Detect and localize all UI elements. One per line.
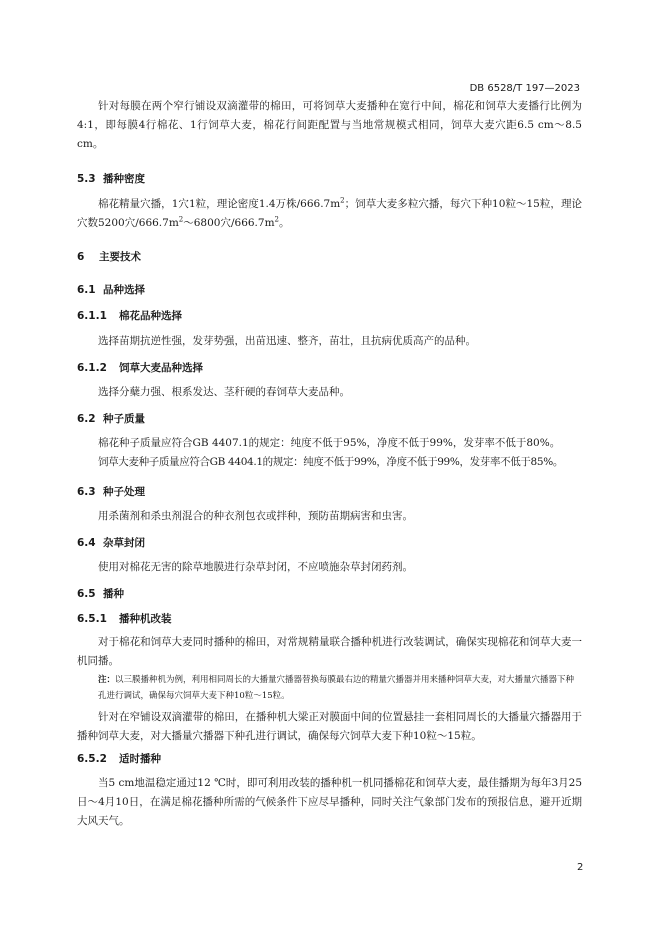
heading-number: 6 — [77, 251, 85, 263]
heading-number: 6.1 — [77, 284, 96, 296]
paragraph-seed-quality-barley: 饲草大麦种子质量应符合GB 4404.1的规定：纯度不低于99%，净度不低于99%，发芽率不低于85%。 — [98, 456, 563, 468]
heading-number: 6.3 — [77, 486, 96, 498]
heading-6-5-1 — [77, 611, 172, 626]
density-text-a: 棉花精量穴播，1穴1粒，理论密度1.4万株/666.7m — [98, 198, 341, 210]
paragraph-seed-quality-cotton: 棉花种子质量应符合GB 4407.1的规定：纯度不低于95%，净度不低于99%，发芽率不低于80%。 — [98, 437, 561, 449]
paragraph-seed-treatment: 用杀菌剂和杀虫剂混合的种衣剂包衣或拌种，预防苗期病害和虫害。 — [98, 510, 413, 522]
heading-5-3 — [77, 171, 145, 186]
paragraph-cotton-variety: 选择苗期抗逆性强，发芽势强，出苗迅速、整齐，苗壮，且抗病优质高产的品种。 — [98, 335, 476, 347]
paragraph-density — [77, 195, 582, 233]
heading-number: 6.1.2 — [77, 362, 107, 374]
heading-number: 6.5 — [77, 588, 96, 600]
heading-title: 主要技术 — [99, 251, 141, 263]
paragraph-machine-double-drip: 针对在窄铺设双滴灌带的棉田，在播种机大梁正对膜面中间的位置悬挂一套相同周长的大播量穴播器用于播种饲草大麦，对大播量穴播器下种孔进行调试，确保每穴饲草大麦下种10粒～15粒。 — [77, 711, 582, 742]
paragraph-machine-modification: 对于棉花和饲草大麦同时播种的棉田，对常规精量联合播种机进行改装调试，确保实现棉花和饲草大麦一机同播。 — [77, 636, 582, 667]
heading-title: 种子质量 — [103, 413, 145, 425]
heading-6-1-2 — [77, 360, 203, 375]
heading-6-4 — [77, 535, 145, 550]
heading-title: 种子处理 — [103, 486, 145, 498]
note-label: 注： — [98, 675, 116, 685]
paragraph-barley-variety: 选择分蘖力强、根系发达、茎秆硬的春饲草大麦品种。 — [98, 386, 350, 398]
density-text-b: ；饲草大麦多粒穴播，每穴下种10粒～15粒，理论穴数5200穴/666.7m — [77, 198, 582, 229]
heading-title: 品种选择 — [103, 284, 145, 296]
paragraph-weed-control: 使用对棉花无害的除草地膜进行杂草封闭，不应喷施杂草封闭药剂。 — [98, 561, 413, 573]
heading-title: 杂草封闭 — [103, 537, 145, 549]
heading-6-1-1 — [77, 308, 182, 323]
heading-number: 6.4 — [77, 537, 96, 549]
density-text-d: 。 — [279, 217, 290, 229]
superscript: 2 — [178, 215, 184, 224]
heading-title: 饲草大麦品种选择 — [119, 362, 203, 374]
document-code: DB 6528/T 197—2023 — [469, 83, 580, 94]
heading-title: 适时播种 — [119, 753, 161, 765]
superscript: 2 — [274, 215, 279, 224]
paragraph-sowing-time: 当5 cm地温稳定通过12 ℃时，即可利用改装的播种机一机同播棉花和饲草大麦，最佳播期为每年3月25日～4月10日，在满足棉花播种所需的气候条件下应尽早播种，同时关注气象部门发布的预报信息，避开近期大风天气。 — [77, 777, 582, 827]
density-text-c: ～6800穴/666.7m — [183, 217, 275, 229]
heading-number: 6.5.2 — [77, 753, 107, 765]
heading-title: 播种 — [103, 588, 124, 600]
note — [98, 672, 582, 704]
heading-6-5-2 — [77, 751, 161, 766]
heading-6-5 — [77, 586, 124, 601]
superscript: 2 — [340, 196, 345, 205]
note-text: 以三膜播种机为例，利用相同周长的大播量穴播器替换每膜最右边的精量穴播器并用来播种饲草大麦，对大播量穴播器下种孔进行调试，确保每穴饲草大麦下种10粒～15粒。 — [98, 675, 575, 701]
heading-title: 播种密度 — [103, 173, 145, 185]
heading-6-2 — [77, 411, 145, 426]
heading-title: 棉花品种选择 — [119, 310, 182, 322]
heading-6-1 — [77, 282, 145, 297]
paragraph-intro: 针对每膜在两个窄行铺设双滴灌带的棉田，可将饲草大麦播种在宽行中间，棉花和饲草大麦播行比例为4:1，即每膜4行棉花、1行饲草大麦，棉花行间距配置与当地常规模式相同，饲草大麦穴距6.5 cm～8.5 cm。 — [77, 100, 582, 150]
heading-number: 6.5.1 — [77, 613, 107, 625]
page-number: 2 — [577, 862, 584, 873]
heading-number: 5.3 — [77, 173, 96, 185]
heading-6 — [77, 249, 141, 264]
heading-title: 播种机改装 — [119, 613, 172, 625]
heading-6-3 — [77, 484, 145, 499]
heading-number: 6.2 — [77, 413, 96, 425]
heading-number: 6.1.1 — [77, 310, 107, 322]
